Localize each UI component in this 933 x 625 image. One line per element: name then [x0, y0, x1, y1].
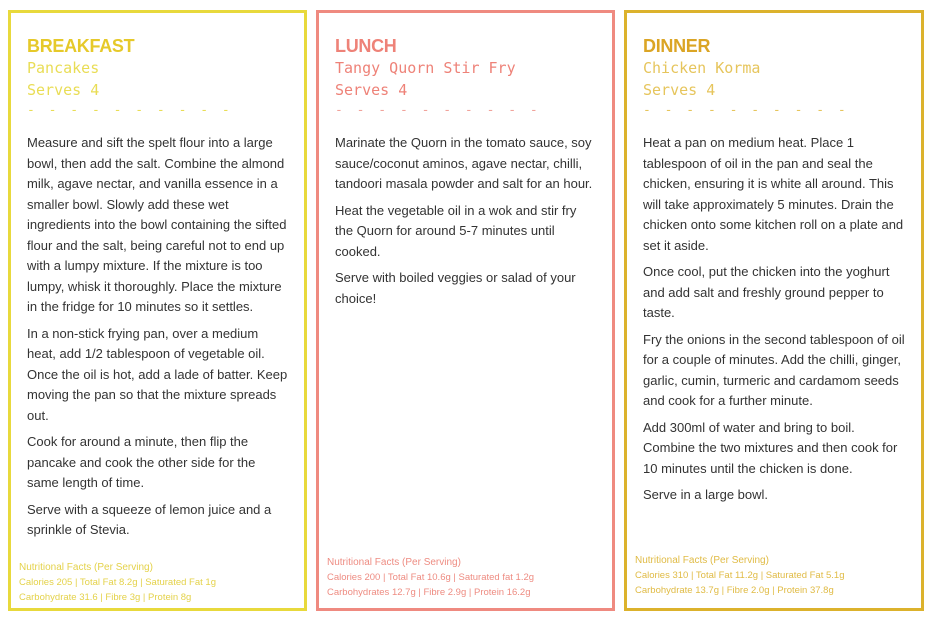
nutrition-facts-line: Calories 205 | Total Fat 8.2g | Saturated Fat 1g: [19, 577, 216, 588]
divider: - - - - - - - - - -: [27, 103, 233, 118]
lunch-card: [316, 10, 615, 611]
divider: - - - - - - - - - -: [335, 103, 541, 118]
method-paragraph: Fry the onions in the second tablespoon of oil for a couple of minutes. Add the chilli, ginger, garlic, cumin, turmeric and cardamom seeds and cook for a further minute.: [643, 331, 905, 408]
nutrition-facts-title: Nutritional Facts (Per Serving): [635, 555, 769, 566]
method-paragraph: Cook for around a minute, then flip the pancake and cook the other side for the same length of time.: [27, 434, 256, 490]
method-paragraph: Heat a pan on medium heat. Place 1 tablespoon of oil in the pan and seal the chicken, ensuring it is white all around. This will take approximately 5 minutes. Drain the chicken onto some kitchen roll on a plate and set it aside.: [643, 135, 904, 253]
method-paragraph: Marinate the Quorn in the tomato sauce, soy sauce/coconut aminos, agave nectar, chilli, tandoori masala powder and salt for an hour.: [335, 135, 593, 191]
method-paragraph: Serve in a large bowl.: [643, 487, 769, 502]
method-paragraph: Measure and sift the spelt flour into a large bowl, then add the salt. Combine the almond milk, agave nectar, and vanilla essence in a smaller bowl. Slowly add these wet ingredients into the bowl containing the sifted flour and the salt, being careful not to end up with a lumpy mixture. If the mixture is too lumpy, whisk it thoroughly. Place the mixture in the fridge for 10 minutes so it settles.: [27, 135, 287, 314]
serves-count: Serves 4: [335, 81, 408, 99]
serves-count: Serves 4: [643, 81, 716, 99]
nutrition-facts: [327, 555, 606, 600]
meal-heading: BREAKFAST: [27, 36, 135, 56]
dish-name: Pancakes: [27, 59, 100, 77]
method-paragraph: Serve with boiled veggies or salad of your choice!: [335, 270, 576, 306]
meal-heading: LUNCH: [335, 36, 397, 56]
nutrition-facts-line: Calories 310 | Total Fat 11.2g | Saturated Fat 5.1g: [635, 570, 845, 581]
dinner-card: [624, 10, 924, 611]
nutrition-facts: [635, 553, 915, 598]
nutrition-facts-title: Nutritional Facts (Per Serving): [19, 562, 153, 573]
method-paragraph: Serve with a squeeze of lemon juice and a sprinkle of Stevia.: [27, 501, 272, 537]
nutrition-facts-line: Carbohydrates 12.7g | Fibre 2.9g | Protein 16.2g: [327, 587, 531, 598]
method-paragraph: Heat the vegetable oil in a wok and stir fry the Quorn for around 5-7 minutes until cooked.: [335, 202, 577, 259]
dish-name: Chicken Korma: [643, 59, 761, 77]
nutrition-facts: [19, 560, 298, 605]
breakfast-card: [8, 10, 307, 611]
nutrition-facts-line: Carbohydrate 31.6 | Fibre 3g | Protein 8g: [19, 592, 192, 603]
nutrition-facts-line: Calories 200 | Total Fat 10.6g | Saturated fat 1.2g: [327, 572, 535, 583]
meal-heading: DINNER: [643, 36, 711, 56]
serves-count: Serves 4: [27, 81, 100, 99]
divider: - - - - - - - - - -: [643, 103, 849, 118]
nutrition-facts-line: Carbohydrate 13.7g | Fibre 2.0g | Protein 37.8g: [635, 585, 834, 596]
method-paragraph: Add 300ml of water and bring to boil. Combine the two mixtures and then cook for 10 minutes until the chicken is done.: [643, 419, 898, 476]
method-paragraph: Once cool, put the chicken into the yoghurt and add salt and freshly ground pepper to taste.: [643, 264, 890, 320]
dish-name: Tangy Quorn Stir Fry: [335, 59, 516, 77]
method-paragraph: In a non-stick frying pan, over a medium heat, add 1/2 tablespoon of vegetable oil. Once the oil is hot, add a lade of batter. Keep moving the pan so that the mixture spreads out.: [27, 325, 288, 423]
nutrition-facts-title: Nutritional Facts (Per Serving): [327, 557, 461, 568]
